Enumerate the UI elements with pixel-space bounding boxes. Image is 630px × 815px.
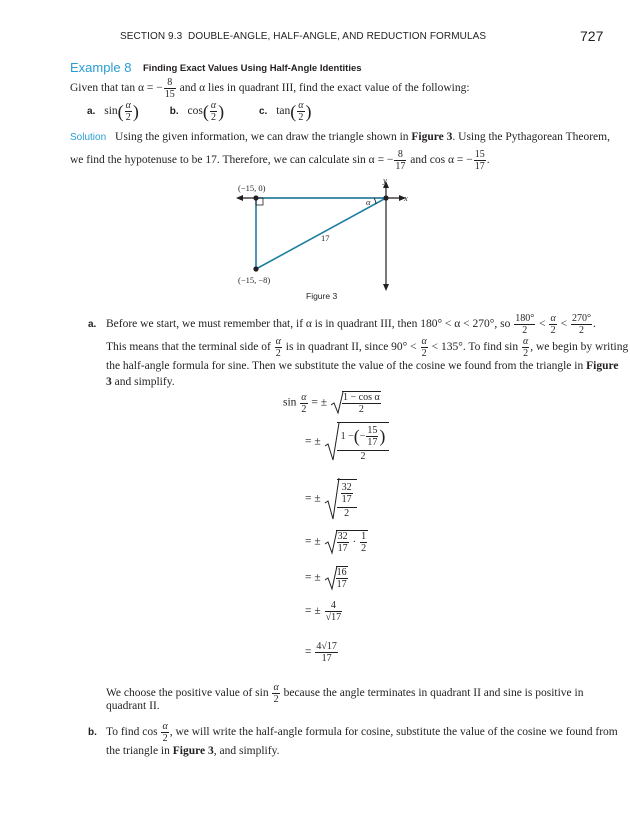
page-number: 727 [580,28,604,44]
point-top-label: (−15, 0) [238,183,266,193]
part-a-conclusion-2: quadrant II. [106,700,160,712]
section-number: SECTION 9.3 [120,31,183,42]
part-a-conclusion-1: We choose the positive value of sin $\frac{\alpha}{2}$ because the angle terminates in quadrant II and sine is positive in [106,682,584,705]
vertex-top-left [253,195,258,200]
section-title: DOUBLE-ANGLE, HALF-ANGLE, AND REDUCTION FORMULAS [188,31,487,42]
part-b-line-2: the triangle in Figure 3, and simplify. [106,745,280,757]
equation-1: sin $\frac{\alpha}{2}$ = ± $\frac{\text{1 − cos α}}{2}$ [283,391,380,415]
part-b-line-1: To find cos $\frac{\alpha}{2}$ , we will write the half-angle formula for cosine, substitute the value of the cosine we found from [106,721,618,744]
example-label: Example 8 [70,60,132,75]
y-axis-label: y [383,175,387,185]
part-a-line-3: the half-angle formula for sine. Then we substitute the value of the cosine we found from the triangle in Figure [106,360,619,372]
solution-line-2: we find the hypotenuse to be 17. Therefore, we can calculate sin α = − $\frac{8}{17}$ and cos α = − $\frac{15}{17}$ . [70,149,490,172]
part-a-label: a. [88,319,97,330]
part-a-line-1: Before we start, we must remember that, if α is in quadrant III, then 180° < α < 270°, so $\frac{180^\circ}{2}$ < $\frac{\alpha}{2}$ < $\frac{270^\circ}{2}$ . [106,313,596,336]
given-statement: Given that tan α = − $\frac{8}{15}$ and α lies in quadrant III, find the exact value of the following: [70,77,470,100]
solution-line-1: Solution Using the given information, we can draw the triangle shown in Figure 3. Using the Pythagorean Theorem, [70,131,610,143]
figure-caption: Figure 3 [306,291,338,301]
solution-label: Solution [70,132,107,143]
y-axis-down-arrow [383,284,389,291]
part-b-item: b. cos( $\frac{\alpha}{2}$ ) [169,100,225,123]
vertex-origin [383,195,388,200]
figure-3-ref: Figure 3 [411,131,453,143]
angle-label: α [366,197,371,207]
point-bottom-label: (−15, −8) [238,275,271,285]
equation-5: = ± $\frac{16}{17}$ [305,567,347,590]
running-head [120,31,486,42]
example-title: Finding Exact Values Using Half-Angle Identities [143,63,362,74]
x-axis-label: x [404,193,408,203]
x-axis-left-arrow [236,195,243,201]
given-fraction: $\frac{8}{15}$ [164,77,175,100]
equation-7: = $\frac{4√17}{17}$ [305,641,337,664]
equation-3: = ± $\frac{\frac{32}{17}}{2}$ [305,477,358,521]
part-a-line-4: 3 and simplify. [106,376,175,388]
equation-4: = ± $\frac{32}{17}$ · $\frac{1}{2}$ [305,531,367,554]
figure-3 [228,175,418,295]
part-a-line-2: This means that the terminal side of $\frac{\alpha}{2}$ is in quadrant II, since 90° < $\frac{\alpha}{2}$ < 135°. To find sin $\frac{\alpha}{2}$ , we begin by writing [106,336,629,359]
part-c-item: c. tan( $\frac{\alpha}{2}$ ) [259,100,312,123]
equation-6: = ± $\frac{4}{√17}$ [305,600,342,623]
vertex-bottom [253,266,258,271]
part-list [87,100,312,123]
equation-2: = ± 1 −(− $\frac{15}{17}$ ) 2 [305,422,390,462]
part-a-item: a. sin( $\frac{\alpha}{2}$ ) [87,100,139,123]
part-b-label: b. [88,727,97,738]
hypotenuse-label: 17 [321,233,330,243]
